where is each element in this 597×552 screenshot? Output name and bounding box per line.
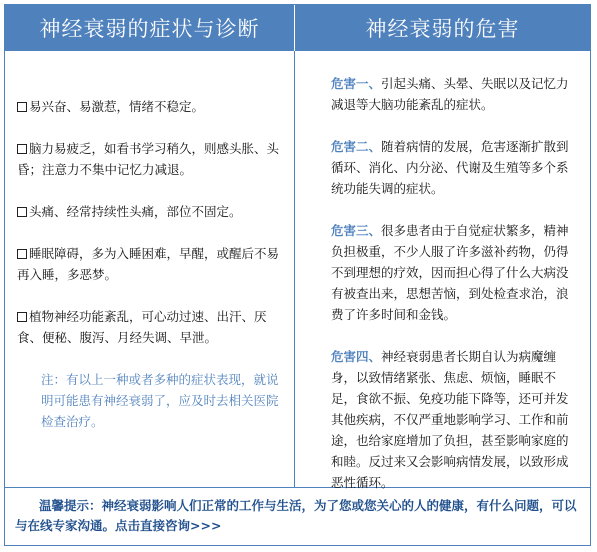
symptoms-column-title: 神经衰弱的症状与诊断: [5, 5, 295, 51]
symptom-item: 头痛、经常持续性头痛，部位不固定。: [17, 201, 286, 222]
info-table: [4, 4, 591, 546]
harms-column: [295, 51, 590, 490]
symptoms-column: [5, 51, 295, 487]
harm-item: 危害二、随着病情的发展，危害逐渐扩散到循环、消化、内分泌、代谢及生殖等多个系统功能失调的症状。: [331, 139, 569, 196]
checkbox-icon: [17, 102, 27, 112]
symptom-item: 脑力易疲乏，如看书学习稍久，则感头胀、头昏；注意力不集中记忆力减退。: [17, 141, 280, 177]
symptom-item: 睡眠障碍，多为入睡困难，早醒，或醒后不易再入睡，多恶梦。: [17, 246, 280, 282]
harm-label: 危害四、: [331, 349, 382, 364]
table-body: [5, 51, 590, 488]
checkbox-icon: [17, 207, 27, 217]
consult-link[interactable]: 点击直接咨询>>>: [115, 518, 222, 533]
symptom-item: 植物神经功能紊乱，可心动过速、出汗、厌食、便秘、腹泻、月经失调、早泄。: [17, 309, 267, 345]
symptom-item: 易兴奋、易激惹，情绪不稳定。: [17, 96, 286, 117]
harm-item: 危害四、神经衰弱患者长期自认为病魔缠身，以致情绪紧张、焦虑、烦恼，睡眠不足，食欲不振、免疫功能下降等，还可并发其他疾病，不仅严重地影响学习、工作和前途，也给家庭增加了负担，甚至影响家庭的和睦。反过来又会影响病情发展，以致形成恶性循环。: [331, 349, 569, 490]
checkbox-icon: [17, 249, 27, 259]
harm-item: 危害一、引起头痛、头晕、失眠以及记忆力减退等大脑功能紊乱的症状。: [331, 76, 569, 112]
harms-column-title: 神经衰弱的危害: [365, 17, 520, 41]
checkbox-icon: [17, 144, 27, 154]
tip-label: 温馨提示：: [39, 498, 102, 513]
tip-text: 神经衰弱影响人们正常的工作与生活，为了您或您关心的人的健康，有什么问题，可以与在线专家沟通。: [15, 498, 577, 533]
harm-label: 危害二、: [331, 139, 382, 154]
harm-label: 危害一、: [331, 76, 382, 91]
harm-label: 危害三、: [331, 223, 382, 238]
table-header: [5, 5, 590, 51]
harm-item: 危害三、很多患者由于自觉症状繁多，精神负担极重，不少人服了许多滋补药物，仍得不到理想的疗效，因而担心得了什么大病没有被查出来，思想苦恼，到处检查求治，浪费了许多时间和金钱。: [331, 223, 569, 322]
tip-footer: [5, 488, 590, 545]
checkbox-icon: [17, 312, 27, 322]
symptom-note: 注：有以上一种或者多种的症状表现，就说明可能患有神经衰弱了，应及时去相关医院检查治疗。: [41, 372, 279, 429]
